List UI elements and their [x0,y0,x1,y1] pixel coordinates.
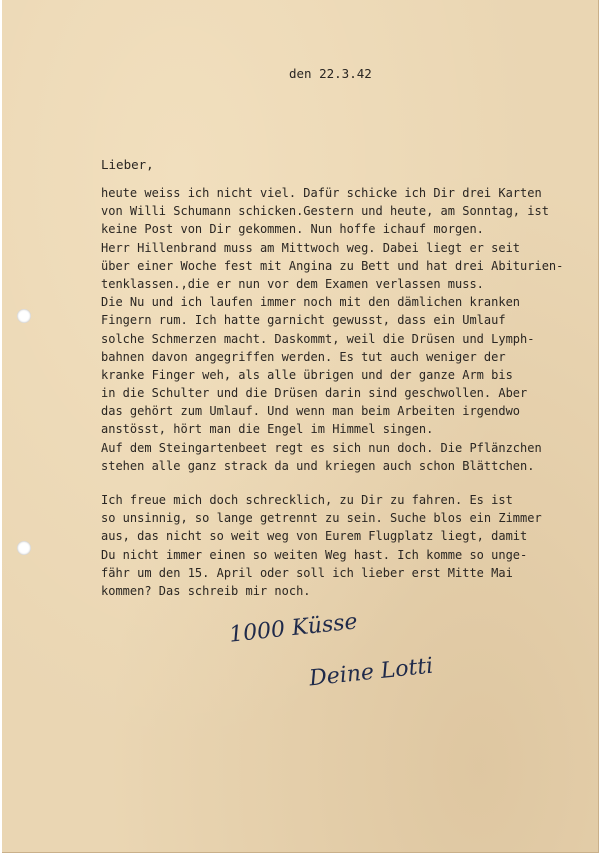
handwritten-closing: 1000 Küsse [228,609,359,648]
text-line: in die Schulter und die Drüsen darin sind geschwollen. Aber [101,386,528,401]
text-line: so unsinnig, so lange getrennt zu sein. Suche blos ein Zimmer [101,511,542,526]
text-line: keine Post von Dir gekommen. Nun hoffe ichauf morgen. [101,222,484,237]
text-line: tenklassen.,die er nun vor dem Examen verlassen muss. [101,276,484,291]
punch-hole-upper [17,309,31,323]
text-line: Ich freue mich doch schrecklich, zu Dir zu fahren. Es ist [101,493,513,507]
letter-body [101,184,581,600]
paragraph-2 [101,491,581,600]
text-line: heute weiss ich nicht viel. Dafür schicke ich Dir drei Karten [101,186,542,200]
text-line: das gehört zum Umlauf. Und wenn man beim Arbeiten irgendwo [101,404,521,419]
text-line: von Willi Schumann schicken.Gestern und heute, am Sonntag, ist [101,204,549,219]
text-line: Fingern rum. Ich hatte garnicht gewusst, dass ein Umlauf [101,313,506,328]
text-line: aus, das nicht so weit weg von Eurem Flugplatz liegt, damit [101,529,528,544]
text-line: fähr um den 15. April oder soll ich lieber erst Mitte Mai [101,565,513,580]
paragraph-1 [101,184,581,475]
letter-page [2,0,599,853]
text-line: über einer Woche fest mit Angina zu Bett und hat drei Abiturien- [101,258,564,273]
text-line: Die Nu und ich laufen immer noch mit den dämlichen kranken [101,295,521,310]
text-line: bahnen davon angegriffen werden. Es tut auch weniger der [101,349,506,364]
text-line: stehen alle ganz strack da und kriegen auch schon Blättchen. [101,458,535,473]
letter-date: den 22.3.42 [289,66,372,81]
paragraph-gap [101,475,581,491]
salutation: Lieber, [101,157,154,172]
text-line: Auf dem Steingartenbeet regt es sich nun doch. Die Pflänzchen [101,440,542,455]
text-line: solche Schmerzen macht. Daskommt, weil die Drüsen und Lymph- [101,331,535,346]
punch-hole-lower [17,541,31,555]
text-line: Du nicht immer einen so weiten Weg hast. Ich komme so unge- [101,547,528,562]
text-line: kommen? Das schreib mir noch. [101,583,311,598]
text-line: kranke Finger weh, als alle übrigen und der ganze Arm bis [101,367,513,382]
text-line: anstösst, hört man die Engel im Himmel singen. [101,422,434,437]
text-line: Herr Hillenbrand muss am Mittwoch weg. Dabei liegt er seit [101,240,521,255]
handwritten-signature: Deine Lotti [308,653,435,692]
